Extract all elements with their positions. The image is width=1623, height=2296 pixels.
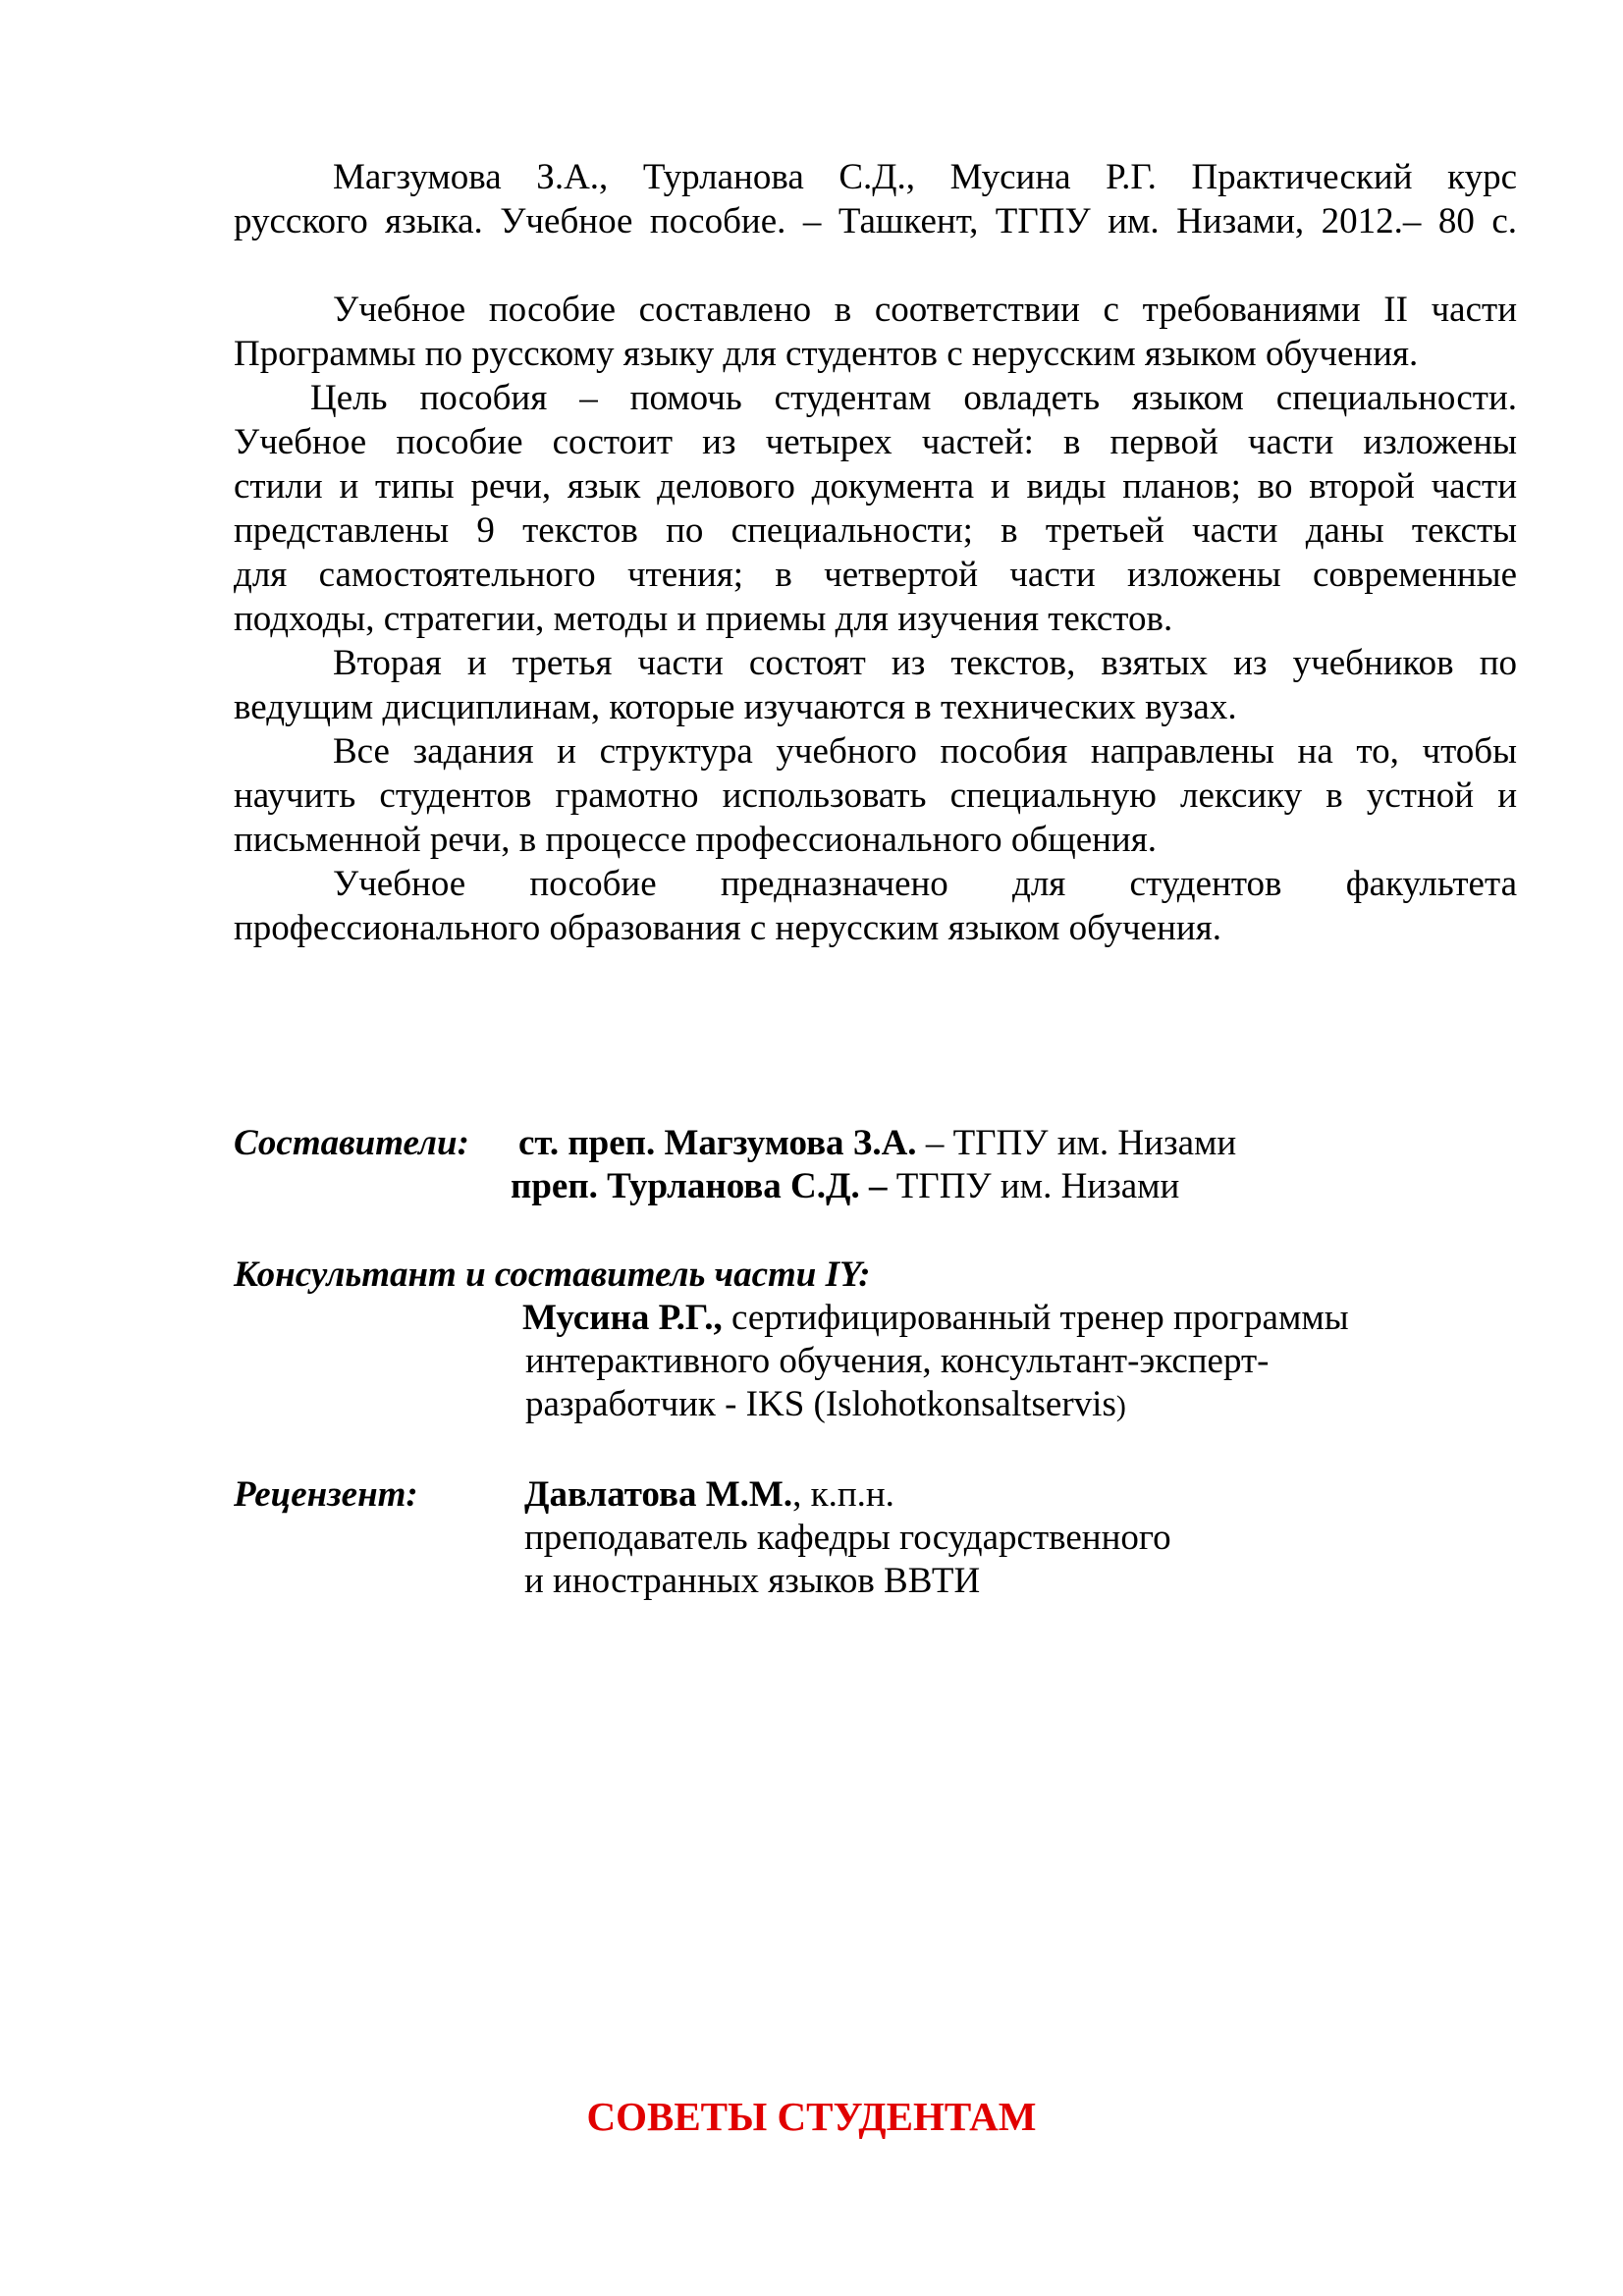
compiler-1-name: ст. преп. Магзумова З.А. — [518, 1123, 917, 1163]
abstract-line: Вторая и третья части состоят из текстов, взятых из учебников по — [333, 643, 1517, 683]
abstract-line: Учебное пособие предназначено для студентов факультета — [333, 864, 1517, 904]
consultant-line: Мусина Р.Г., сертифицированный тренер программы — [522, 1298, 1349, 1338]
consultant-line: интерактивного обучения, консультант-эксперт- — [525, 1341, 1270, 1381]
reviewer-line: преподаватель кафедры государственного — [524, 1518, 1171, 1558]
citation-line: русского языка. Учебное пособие. – Ташкент, ТГПУ им. Низами, 2012.– 80 с. — [234, 201, 1517, 241]
consultant-line: разработчик - IKS (Islohotkonsaltservis) — [525, 1384, 1126, 1424]
compiler-2-org: ТГПУ им. Низами — [887, 1166, 1180, 1206]
abstract-line: профессионального образования с нерусским языком обучения. — [234, 908, 1221, 948]
compilers-label: Составители: — [234, 1123, 469, 1163]
abstract — [234, 288, 1517, 950]
abstract-line: стили и типы речи, язык делового документа и виды планов; во второй части — [234, 466, 1517, 507]
abstract-line: Учебное пособие состоит из четырех частей: в первой части изложены — [234, 422, 1517, 462]
compiler-2-name: преп. Турланова С.Д. – — [511, 1166, 888, 1206]
abstract-line: представлены 9 текстов по специальности; в третьей части даны тексты — [234, 510, 1517, 551]
reviewer-name: Давлатова М.М. — [524, 1474, 793, 1515]
abstract-line: Все задания и структура учебного пособия направлены на то, чтобы — [333, 731, 1517, 772]
compiler-1 — [518, 1121, 1236, 1165]
reviewer-label: Рецензент: — [234, 1474, 418, 1515]
reviewer-line: и иностранных языков ВВТИ — [524, 1561, 981, 1601]
abstract-line: ведущим дисциплинам, которые изучаются в технических вузах. — [234, 687, 1237, 727]
reviewer-line — [524, 1472, 894, 1517]
section-title: СОВЕТЫ СТУДЕНТАМ — [586, 2094, 1037, 2139]
abstract-line: для самостоятельного чтения; в четвертой части изложены современные — [234, 555, 1517, 595]
compiler-2 — [511, 1164, 1179, 1208]
consultant-name: Мусина Р.Г., — [522, 1298, 723, 1338]
abstract-line: Программы по русскому языку для студентов с нерусским языком обучения. — [234, 334, 1419, 374]
abstract-line: Учебное пособие составлено в соответствии с требованиями II части — [333, 290, 1517, 330]
citation-line: Магзумова З.А., Турланова С.Д., Мусина Р.Г. Практический курс — [333, 157, 1517, 197]
citation — [234, 155, 1517, 243]
abstract-line: письменной речи, в процессе профессионального общения. — [234, 820, 1157, 860]
abstract-line: научить студентов грамотно использовать специальную лексику в устной и — [234, 775, 1517, 816]
abstract-line: Цель пособия – помочь студентам овладеть языком специальности. — [310, 378, 1517, 418]
consultant-label: Консультант и составитель части IY: — [234, 1255, 871, 1295]
compiler-1-org: – ТГПУ им. Низами — [916, 1123, 1237, 1163]
abstract-line: подходы, стратегии, методы и приемы для изучения текстов. — [234, 599, 1173, 639]
reviewer-degree: , к.п.н. — [792, 1474, 894, 1515]
